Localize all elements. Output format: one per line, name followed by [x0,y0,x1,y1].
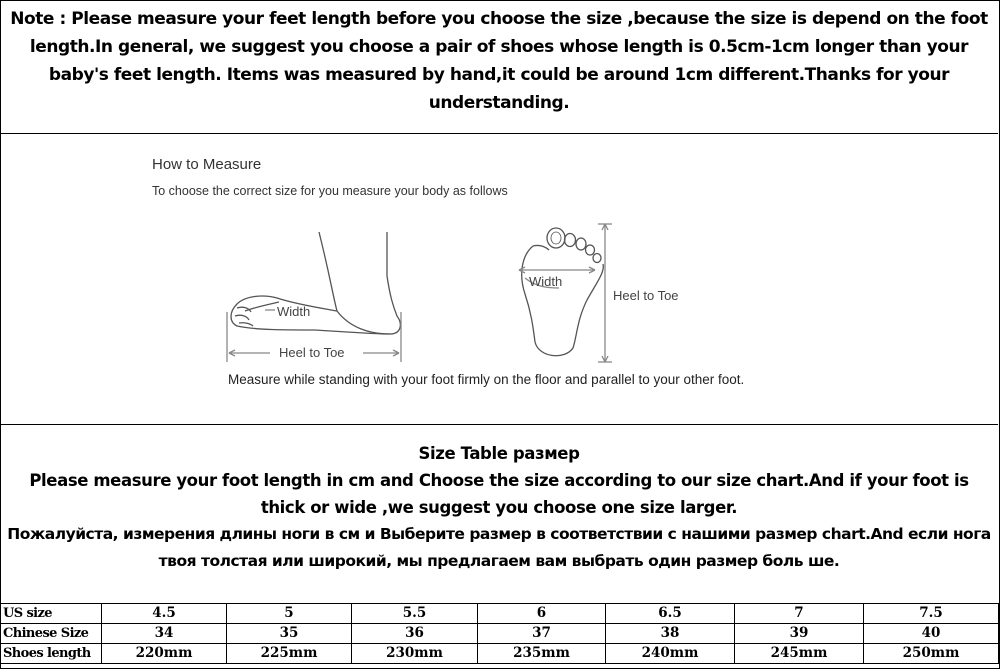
note-text: Note : Please measure your feet length before you choose the size ,because the size is depend on the foot length.In general, we suggest you choose a pair of shoes whose length is 0.5cm-1cm longer than your baby's feet length. Items was measured by hand,it could be around 1cm different.Thanks for your understanding. [10,9,988,113]
side-heel-to-toe-label: Heel to Toe [279,345,345,360]
table-cell: 38 [606,624,735,644]
size-table-header-section [0,425,998,602]
sole-width-label: Width [529,274,563,289]
table-cell: 37 [478,624,606,644]
table-cell: 7.5 [864,604,999,624]
row-header: US size [1,604,102,624]
sole-foot-drawing [519,224,612,362]
how-to-measure-title: How to Measure [152,156,262,173]
table-cell: 39 [735,624,864,644]
side-width-label: Width [277,304,311,319]
foot-measure-illustration [215,216,715,366]
table-cell: 220mm [102,644,227,664]
table-row [1,604,999,624]
size-guidance-english: Please measure your foot length in cm and Choose the size according to our size chart.And if your foot is thick or wide ,we suggest you choose one size larger. [29,471,969,517]
size-table-title: Size Table размер [418,444,580,463]
table-row [1,624,999,644]
table-cell: 4.5 [102,604,227,624]
table-cell: 245mm [735,644,864,664]
sole-heel-to-toe-label: Heel to Toe [613,288,679,303]
how-to-measure-section [0,134,998,425]
table-cell: 5.5 [352,604,478,624]
row-header: Chinese Size [1,624,102,644]
table-cell: 35 [227,624,352,644]
table-cell: 250mm [864,644,999,664]
size-guidance-russian: Пожалуйста, измерения длины ноги в см и Выберите размер в соответствии с нашими размер chart.And если нога твоя толстая или широкий, мы предлагаем вам выбрать один размер боль ше. [7,525,991,570]
size-table-body [1,604,999,664]
table-cell: 7 [735,604,864,624]
table-cell: 36 [352,624,478,644]
table-cell: 40 [864,624,999,644]
table-cell: 34 [102,624,227,644]
size-table [0,603,999,664]
row-header: Shoes length [1,644,102,664]
table-cell: 225mm [227,644,352,664]
measure-instruction: Measure while standing with your foot firmly on the floor and parallel to your other foot. [228,372,745,387]
table-cell: 230mm [352,644,478,664]
note-section [0,0,998,134]
how-to-measure-subtitle: To choose the correct size for you measure your body as follows [152,184,508,198]
side-foot-drawing [227,232,401,362]
table-cell: 235mm [478,644,606,664]
table-cell: 6 [478,604,606,624]
table-cell: 240mm [606,644,735,664]
table-cell: 6.5 [606,604,735,624]
table-cell: 5 [227,604,352,624]
table-row [1,644,999,664]
